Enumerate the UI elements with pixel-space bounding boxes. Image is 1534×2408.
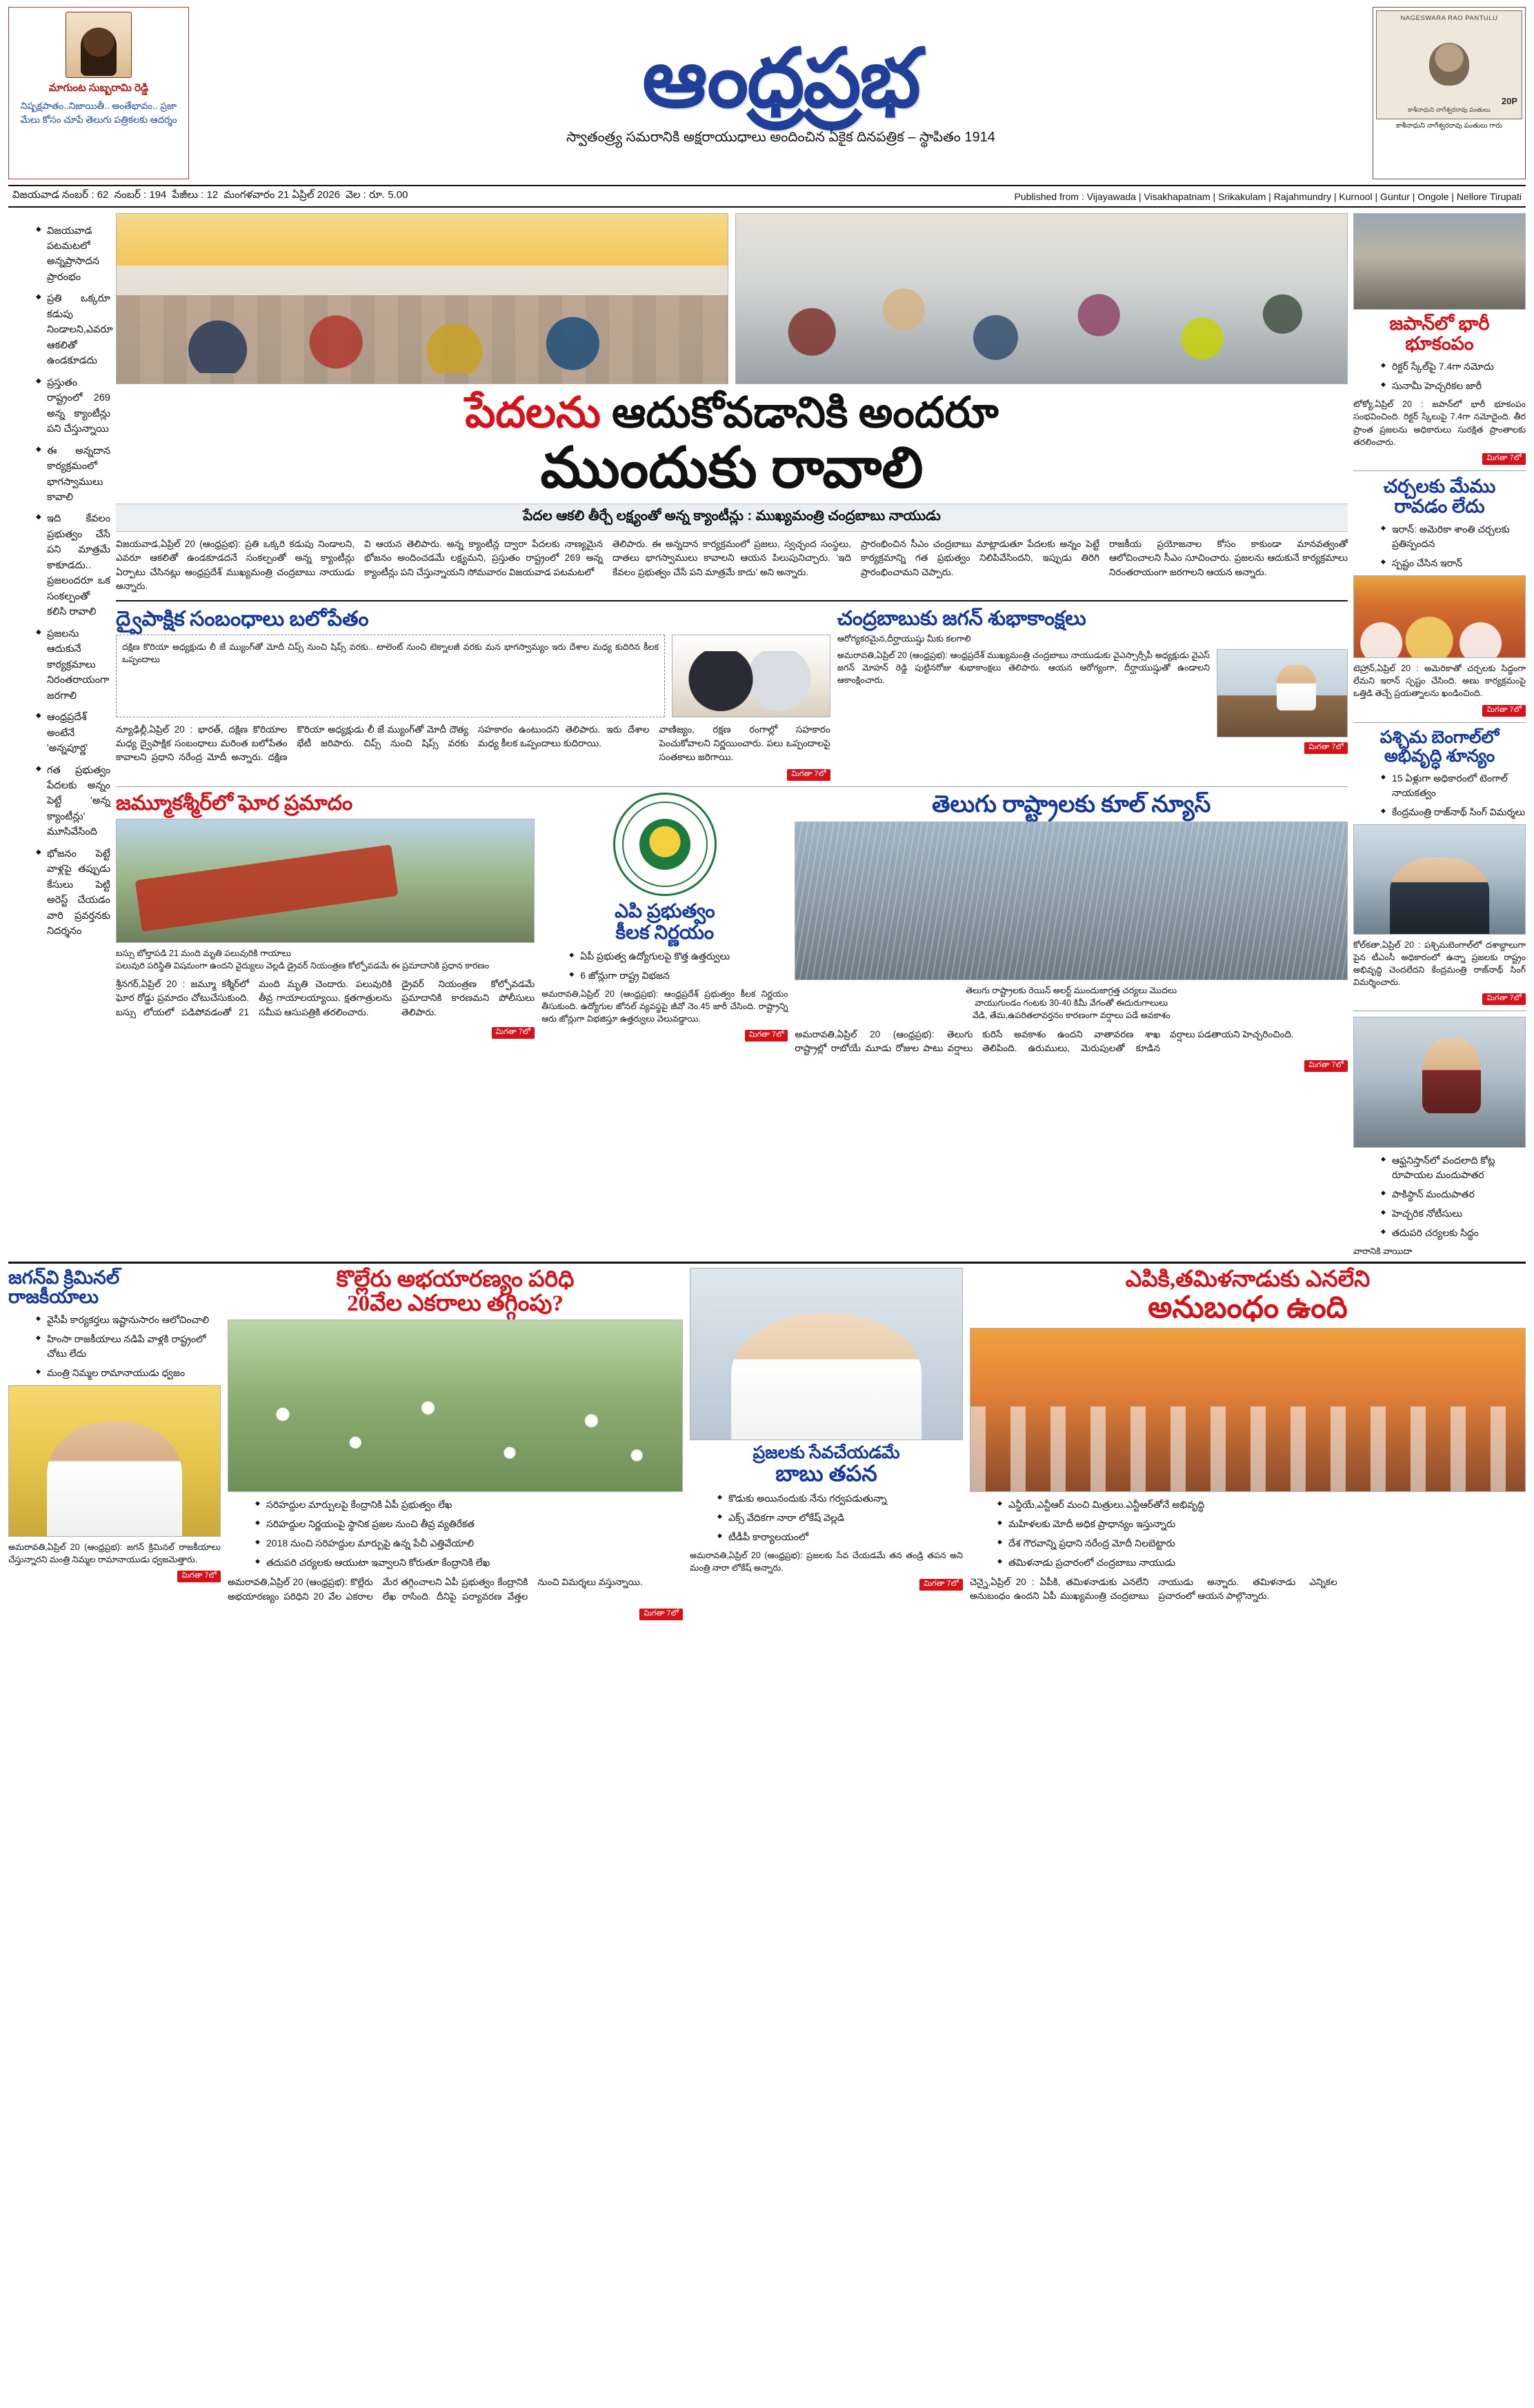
founder-block [8,7,189,179]
tamil-body [970,1575,1526,1604]
paragraph: అమరావతి,ఏప్రిల్ 20 (ఆంధ్రప్రభ): కొల్లేరు అభయారణ్యం పరిధిని 20 వేల ఎకరాల మేర తగ్గించాలని ఏపీ ప్రభుత్వం కేంద్రానికి లేఖ రాసింది. దీనిపై పర్యావరణ వేత్తల నుంచి విమర్శలు వస్తున్నాయి. [228,1577,643,1602]
edition-info-bar [8,185,1526,208]
headline-black-part: ఆదుకోవడానికి అందరూ [612,390,999,437]
price: వెల : రూ. 5.00 [346,189,408,201]
paragraph: న్యూఢిల్లీ,ఏప్రిల్ 20 : భారత్, దక్షిణ కొరియాల మధ్య ద్వైపాక్షిక సంబంధాలు మరింత బలోపేతం కావాలని ప్రధాని నరేంద్ర మోదీ అన్నారు. దక్షిణ కొరియా అధ్యక్షుడు లీ జే మ్యుంగ్‌తో మోదీ దౌత్య భేటీ జరిపారు. చిప్స్ నుంచి షిప్స్ వరకు సహకారం ఉంటుందని తెలిపారు. ఇరు దేశాల మధ్య కీలక ఒప్పందాలు కుదిరాయి. [116,724,650,763]
founder-tagline: నిష్పక్షపాతం..నిజాయితీ.. అంతేభావం.. ప్రజా మేలు కోసం చూపే తెలుగు పత్రికలకు ఆదర్శం [20,101,177,125]
japan-headline-1: జపాన్‌లో భారీ [1389,313,1490,334]
kolleru-body [228,1575,683,1604]
tamil-headline-2: అనుబంధం ఉంది [1148,1290,1348,1324]
ap-decision-bullets [541,949,788,983]
divider [1353,470,1526,471]
list-item: ◆ హింసా రాజకీయాలు నడిపే వాళ్లకి రాష్ట్రంలో చోటు లేదు [36,1332,221,1361]
masthead-center [196,7,1366,179]
list-item: దక్షిణ కొరియా అధ్యక్షుడు లీ జే మ్యుంగ్‌తో మోదీ చిప్స్ నుంచి షిప్స్ వరకు.. టాలెంట్ నుంచి టెక్నాలజీ వరకు మన భాగస్వామ్యం ఇరు దేశాల మధ్య కుదిరిన కీలక ఒప్పందాలు [122,641,659,664]
rain-alert-article [795,793,1348,1072]
paragraph: విజయవాడ,ఏప్రిల్ 20 (ఆంధ్రప్రభ): ప్రతి ఒక్కరి కడుపు నిండాలని, ఎవరూ ఆకలితో ఉండకూడదనే సంకల్పంతో అన్న క్యాంటీన్లు ఏర్పాటు చేసినట్లు ఆంధ్రప్రదేశ్ ముఖ్యమంత్రి చంద్రబాబు నాయుడు అన్నారు. [116,539,355,591]
ap-decision-headline-1: ఎపి ప్రభుత్వం [615,901,715,923]
photo-tamilnadu-rally [970,1328,1526,1492]
list-item: ◆ పాకిస్థాన్ మందుపాతర [1381,1187,1526,1202]
rain-headline: తెలుగు రాష్ట్రాలకు కూల్ న్యూస్ [931,792,1211,818]
lead-subheadline: పేదల ఆకలి తీర్చే లక్ష్యంతో అన్న క్యాంటీన్లు : ముఖ్యమంత్రి చంద్రబాబు నాయుడు [116,504,1348,532]
headline-red-part: పేదలను [465,390,601,437]
edition-info-left [12,189,410,203]
divider [8,1262,1526,1264]
list-item: ◆ ఈ అన్నదాన కార్యక్రమంలో భాగస్వాములు కావాలి [36,444,110,506]
list-item: ◆ ఆంధ్రప్రదేశ్ అంటేనే 'అన్నపూర్ణ' [36,710,110,756]
list-item: ◆ 15 ఏళ్లుగా అధికారంలో టెంగాల్ నాయకత్వం [1381,771,1526,800]
photo-modi-handshake [672,635,830,717]
continuation-badge: మిగతా 7లో [1304,742,1348,754]
founder-photo [66,12,132,78]
jk-bullet-1: బస్సు బోల్తాపడి 21 మంది మృతి పలువురికి గాయాలు [116,948,292,958]
list-item: ◆ తమిళనాడు ప్రచారంలో చంద్రబాబు నాయుడు [997,1555,1526,1570]
list-item: ◆ 6 జోన్లుగా రాష్ట్ర విభజన [569,968,788,983]
list-item: ◆ భోజనం పెట్టే వాళ్లపై తప్పుడు కేసులు పెట్టి అరెస్ట్ చేయడం వారి ప్రవర్తనకు నిదర్శనం [36,846,110,939]
paragraph: శ్రీనగర్,ఏప్రిల్ 20 : జమ్మూ కశ్మీర్‌లో ఘోర రోడ్డు ప్రమాదం చోటుచేసుకుంది. బస్సు లోయలో పడిపోవడంతో 21 మంది మృతి చెందారు. పలువురికి తీవ్ర గాయాలయ్యాయి. క్షతగాత్రులను సమీప ఆసుపత్రికి తరలించారు. [116,979,392,1017]
stamp-top-text: NAGESWARA RAO PANTULU [1400,14,1498,22]
lokesh-headline-1: ప్రజలకు సేవచేయడమే [753,1444,900,1463]
photo-rain-street [795,822,1348,980]
list-item: ◆ మంత్రి నిమ్మల రామానాయుడు ధ్వజం [36,1366,221,1380]
list-item: ◆ ఏపీ ప్రభుత్వ ఉద్యోగులపై కొత్త ఉత్తర్వులు [569,949,788,964]
postage-stamp [1376,10,1522,119]
main-grid [8,213,1526,1257]
continuation-badge: మిగతా 7లో [1482,993,1526,1005]
jagan-wishes-body: అమరావతి,ఏప్రిల్ 20 (ఆంధ్రప్రభ): ఆంధ్రప్రదేశ్ ముఖ్యమంత్రి చంద్రబాబు నాయుడుకు వైఎస్సార్సీపీ అధ్యక్షుడు వైఎస్ జగన్ మోహన్ రెడ్డి పుట్టినరోజు శుభాకాంక్షలు తెలిపారు. ఆయన ఆరోగ్యంగా, దీర్ఘాయుష్షుతో ఉండాలని ఆకాంక్షించారు. [837,650,1210,685]
row-2 [116,608,1348,781]
list-item: ◆ గత ప్రభుత్వం పేదలకు అన్నం పెట్టే 'అన్న క్యాంటీన్లు' మూసివేసింది [36,763,110,840]
published-from: Published from : Vijayawada | Visakhapatnam | Srikakulam | Rajahmundry | Kurnool | Guntur | Ongole | Nellore Tirupati [1014,190,1522,202]
divider [116,786,1348,787]
paragraph: తెలిపారు. ఈ అన్నదాన కార్యక్రమంలో ప్రజలు, స్వచ్ఛంద సంస్థలు, దాతలు భాగస్వాములు కావాలని ఆయన పిలుపునిచ్చారు. 'ఇది కేవలం ప్రభుత్వం చేసే పని మాత్రమే కాదు' అని అన్నారు. [612,539,851,577]
continuation-badge: మిగతా 7లో [177,1571,221,1582]
center-column [116,213,1348,1257]
list-item: ◆ ప్రజలను ఆదుకునే కార్యక్రమాలు నిరంతరాయంగా జరగాలి [36,626,110,704]
kolleru-article [228,1268,683,1620]
bengal-bullets [1353,771,1526,819]
list-item: ◆ ప్రతి ఒక్కరూ కడుపు నిండాలని,ఎవరూ ఆకలితో ఉండకూడదు [36,291,110,368]
kolleru-headline-1: కొల్లేరు అభయారణ్యం పరిధి [336,1267,575,1293]
list-item: ◆ ఆఫ్ఘనిస్తాన్‌లో వందలాది కోట్ల రూపాయల మందుపాతర [1381,1153,1526,1182]
issue-date: మంగళవారం 21 ఏప్రిల్ 2026 [223,189,341,201]
list-item: ◆ 2018 నుంచి సరిహద్దుల మార్పుపై ఉన్న పేచీ ఎత్తివేయాలి [255,1536,683,1551]
stamp-block [1373,7,1526,179]
lokesh-headline-2: బాబు తపన [775,1461,877,1486]
afghan-bullets [1353,1153,1526,1240]
korea-body [116,723,830,765]
iran-bullets [1353,522,1526,570]
bengal-headline-1: పశ్చిమ బెంగాల్‌లో [1379,728,1500,747]
bengal-headline-2: అభివృద్ధి శూన్యం [1384,746,1495,766]
divider [116,600,1348,601]
continuation-badge: మిగతా 7లో [1482,705,1526,717]
headline-line-2: ముందుకు రావాలి [540,437,924,500]
photo-earthquake-damage [1353,213,1526,310]
photo-jagan-desk [1217,649,1348,737]
jagan-wishes-bullet: ఆరోగ్యకరమైన,దీర్ఘాయుష్షు మీకు కలగాలి [837,633,971,644]
continuation-badge: మిగతా 7లో [1304,1060,1348,1072]
right-column [1353,213,1526,1257]
list-item: ◆ ఎక్స్ వేదికగా నారా లోకేష్ వెల్లడి [717,1511,963,1525]
ap-decision-body: అమరావతి,ఏప్రిల్ 20 (ఆంధ్రప్రభ): ఆంధ్రప్రదేశ్ ప్రభుత్వం కీలక నిర్ణయం తీసుకుంది. ఉద్యోగుల జోనల్ వ్యవస్థపై జీవో నెం.45 జారీ చేసింది. రాష్ట్రాన్ని ఆరు జోన్లుగా విభజిస్తూ ఉత్తర్వులు వెలువడ్డాయి. [541,988,788,1024]
jagan-criminal-headline-2: రాజకీయాలు [8,1286,99,1308]
jagan-criminal-bullets [8,1313,221,1380]
photo-rajnath-singh [1353,824,1526,935]
list-item: ◆ సరిహద్దుల మార్పులపై కేంద్రానికి ఏపీ ప్రభుత్వం లేఖ [255,1497,683,1512]
paragraph: ప్రారంభించిన సీఎం చంద్రబాబు మాట్లాడుతూ పేదలకు అన్నం పెట్టే కార్యక్రమాన్ని గత ప్రభుత్వం నిలిపివేసిందని, ఇప్పుడు తిరిగి ప్రారంభించామని చెప్పారు. [861,539,1099,577]
jk-bullet-2: పలువురి పరిస్థితి విషమంగా ఉందని వైద్యులు వెల్లడి డ్రైవర్ నియంత్రణ కోల్పోవడమే ఈ ప్రమాదానికి ప్రధాన కారణం [116,961,490,971]
stamp-value: 20P [1501,96,1517,106]
japan-headline-2: భూకంపం [1405,333,1474,355]
masthead [8,7,1526,179]
korea-headline: ద్వైపాక్షిక సంబంధాలు బలోపేతం [116,608,369,631]
photo-dining-hall [735,213,1348,384]
iran-headline-1: చర్చలకు మేము [1383,475,1496,497]
stamp-caption: కాశీనాధుని నాగేశ్వరరావు పంతులు గారు [1395,122,1503,130]
jagan-criminal-body: అమరావతి,ఏప్రిల్ 20 (ఆంధ్రప్రభ): జగన్ క్రిమినల్ రాజకీయాలు చేస్తున్నారని మంత్రి నిమ్మల రామానాయుడు ధ్వజమెత్తారు. [8,1542,221,1564]
iran-body: టెహ్రాన్,ఏప్రిల్ 20 : అమెరికాతో చర్చలకు సిద్ధంగా లేమని ఇరాన్ స్పష్టం చేసింది. అణు కార్యక్రమంపై ఒత్తిడి తెచ్చే ప్రయత్నాలను ఖండించింది. [1353,664,1526,699]
continuation-badge: మిగతా 7లో [1482,453,1526,465]
photo-minister-portrait [8,1385,221,1537]
paper-title: ఆంధ్రప్రభ [642,34,919,125]
lead-photo-row [116,213,1348,384]
lead-body-text [116,537,1348,593]
ap-govt-decision-article [541,793,788,1072]
lokesh-article [690,1268,963,1620]
jagan-criminal-headline-1: జగన్‌వి క్రిమినల్ [8,1267,120,1288]
list-item: ◆ ఎన్డీయే,ఎన్టీఆర్ మంచి మిత్రులు.ఎన్టీఆర్‌తోనే అభివృద్ధి [997,1497,1526,1512]
list-item: ◆ కొడుకు అయినందుకు నేను గర్వపడుతున్నా [717,1491,963,1506]
photo-canteen-serving [116,213,728,384]
founder-name: మాగుంట సుబ్బరామి రెడ్డి [48,82,149,94]
korea-article [116,608,830,781]
issue-number: నంబర్ : 194 [114,189,167,201]
list-item: ◆ ప్రస్తుతం రాష్ట్రంలో 269 అన్న క్యాంటీన్లు పని చేస్తున్నాయి [36,375,110,437]
paper-subtitle: స్వాతంత్ర్య సమరానికి అక్షరాయుధాలు అందించిన ఏకైక దినపత్రిక – స్థాపితం 1914 [566,129,995,145]
list-item: ◆ ఇరాన్‌: అమెరికా శాంతి చర్చలకు ప్రతిస్పందన [1381,522,1526,551]
tamil-headline-1: ఎపికి,తమిళనాడుకు ఎనలేని [1125,1267,1371,1293]
rain-bullet-1: తెలుగు రాష్ట్రాలకు రెయిన్ అలర్ట్ ముందుజాగ్రత్త చర్యలు మొదలు [966,986,1177,996]
list-item: ◆ తదుపరి చర్యలకు సిద్ధం [1381,1226,1526,1240]
left-bullets-column [8,213,113,1257]
continuation-badge: మిగతా 7లో [639,1609,683,1620]
lokesh-body: అమరావతి,ఏప్రిల్ 20 (ఆంధ్రప్రభ): ప్రజలకు సేవ చేయడమే తన తండ్రి తపన అని మంత్రి నారా లోకేష్ అన్నారు. [690,1550,963,1573]
stamp-bottom-text: కాశీనాధుని నాగేశ్వరరావు పంతులు [1408,106,1491,113]
list-item: ◆ రిక్టర్ స్కేల్‌పై 7.4గా నమోదు [1381,359,1526,374]
continuation-badge: మిగతా 7లో [492,1027,535,1039]
row-3 [116,793,1348,1072]
list-item: ◆ టీడీపీ కార్యాలయంలో [717,1530,963,1544]
jagan-criminal-article [8,1268,221,1620]
list-item: ◆ హెచ్చరిక నోటీసులు [1381,1206,1526,1221]
continuation-badge: మిగతా 7లో [745,1030,788,1042]
row-4 [8,1268,1526,1620]
tamilnadu-article [970,1268,1526,1620]
ap-govt-emblem-icon [613,793,717,896]
jagan-wishes-article [837,608,1348,781]
list-item: ◆ స్పష్టం చేసిన ఇరాన్ [1381,556,1526,570]
list-item: ◆ వైసీపీ కార్యకర్తలు ఇష్టానుసారం ఆలోచించాలి [36,1313,221,1327]
japan-body: టోక్యో,ఏప్రిల్ 20 : జపాన్‌లో భారీ భూకంపం సంభవించింది. రిక్టర్ స్కేలుపై 7.4గా నమోదైంది. తీర ప్రాంత ప్రజలను అధికారులు సురక్షిత ప్రాంతాలకు తరలించారు. [1353,399,1526,447]
jk-accident-article [116,793,535,1072]
photo-nara-lokesh [690,1268,963,1440]
rain-bullet-2: వాయుగుండం గంటకు 30-40 కిమీ వేగంతో ఈదురుగాలులు [975,998,1168,1008]
jagan-wishes-headline: చంద్రబాబుకు జగన్ శుభాకాంక్షలు [837,608,1086,630]
rain-body [795,1028,1348,1056]
ap-decision-headline-2: కీలక నిర్ణయం [615,922,715,944]
continuation-badge: మిగతా 7లో [787,769,830,781]
stamp-portrait [1429,43,1469,86]
kolleru-headline-2: 20వేల ఎకరాలు తగ్గింపు? [347,1291,564,1316]
bengal-body: కోల్‌కతా,ఏప్రిల్ 20 : పశ్చిమబెంగాల్‌లో దశాబ్దాలుగా పైన టీఎంసీ అధికారంలో ఉన్నా ప్రజలకు రాష్ట్రం అభివృద్ధి చెందలేదని కేంద్రమంత్రి రాజ్‌నాథ్ సింగ్ విమర్శించారు. [1353,939,1526,987]
list-item: ◆ తదుపరి చర్యలకు ఆయుటా ఇవ్వాలని కోరుతూ కేంద్రానికి లేఖ [255,1555,683,1570]
paragraph: అమరావతి,ఏప్రిల్ 20 (ఆంధ్రప్రభ): తెలుగు రాష్ట్రాల్లో రాబోయే మూడు రోజుల పాటు వర్షాలు కురిసే అవకాశం ఉందని వాతావరణ శాఖ తెలిపింది. ఉరుములు, మెరుపులతో కూడిన వర్షాలు పడతాయని హెచ్చరించింది. [795,1028,1294,1053]
paragraph: డ్రైవర్ నియంత్రణ కోల్పోవడమే ప్రమాదానికి కారణమని పోలీసులు తెలిపారు. [401,979,535,1017]
paragraph: రాజకీయ ప్రయోజనాల కోసం కాకుండా మానవత్వంతో ఆలోచించాలని సీఎం సూచించారు. ప్రజలను ఆదుకునే కార్యక్రమాలు నిరంతరాయంగా జరగాలని ఆయన అన్నారు. [1109,539,1348,577]
photo-bus-accident [116,819,535,943]
afghan-body: వారానికి వాయిదా [1353,1246,1413,1256]
list-item: ◆ సునామీ హెచ్చరికల జారీ [1381,379,1526,393]
photo-kolleru-lake [228,1320,683,1492]
list-item: ◆ దేశ గౌరవాన్ని ప్రధాని నరేంద్ర మోదీ నిలబెట్టారు [997,1536,1526,1551]
list-item: ◆ విజయవాడ పటమటలో అన్నప్రాసాదన ప్రారంభం [36,223,110,286]
kolleru-bullets [228,1497,683,1570]
lokesh-bullets [690,1491,963,1544]
rain-bullet-3: వేడి, తేమ,ఉపరితలావర్తనం కారణంగా వర్షాలు పడే అవకాశం [972,1011,1171,1021]
list-item: ◆ మహిళలకు మోదీ అధిక ప్రాధాన్యం ఇస్తున్నారు [997,1517,1526,1531]
edition-number: విజయవాడ నంబర్ : 62 [12,189,109,201]
lead-headline-block [116,391,1348,498]
photo-speaker-mic [1353,1017,1526,1148]
divider [1353,722,1526,723]
iran-headline-2: రావడం లేదు [1394,495,1485,517]
japan-bullets [1353,359,1526,393]
jk-body [116,977,535,1022]
list-item: ◆ కేంద్రమంత్రి రాజ్‌నాథ్ సింగ్ విమర్శలు [1381,805,1526,819]
tamil-bullets [970,1497,1526,1570]
paragraph: వి ఆయన తెలిపారు. అన్న క్యాంటీన్ల ద్వారా పేదలకు నాణ్యమైన భోజనం అందించడమే లక్ష్యమని, ప్రస్తుతం రాష్ట్రంలో 269 అన్న క్యాంటీన్లు పని చేస్తున్నాయని సోమవారం విజయవాడ పటమటలో [364,539,603,577]
continuation-badge: మిగతా 7లో [919,1579,963,1591]
list-item: ◆ సరిహద్దుల నిర్ణయంపై స్థానిక ప్రజల నుంచి తీవ్ర వ్యతిరేకత [255,1517,683,1531]
page-count: పేజీలు : 12 [172,189,219,201]
photo-city-banner [1353,575,1526,658]
korea-bullets [116,635,665,717]
lead-bullet-list [8,223,113,939]
paragraph: చెన్నై,ఏప్రిల్ 20 : ఏపీకి, తమిళనాడుకు ఎనలేని అనుబంధం ఉందని ఏపీ ముఖ్యమంత్రి చంద్రబాబు నాయుడు అన్నారు. తమిళనాడు ఎన్నికల ప్రచారంలో ఆయన పాల్గొన్నారు. [970,1576,1337,1602]
jk-headline: జమ్మూకశ్మీర్‌లో ఘోర ప్రమాదం [116,792,353,815]
list-item: ◆ ఇది కేవలం ప్రభుత్వం చేసే పని మాత్రమే కాకూడదు.. ప్రజలందరూ ఒక సంకల్పంతో కలిసి రావాలి [36,511,110,619]
paragraph: వాణిజ్యం, రక్షణ రంగాల్లో సహకారం పెంచుకోవాలని నిర్ణయించారు. పలు ఒప్పందాలపై సంతకాలు జరిగాయి. [659,724,830,763]
